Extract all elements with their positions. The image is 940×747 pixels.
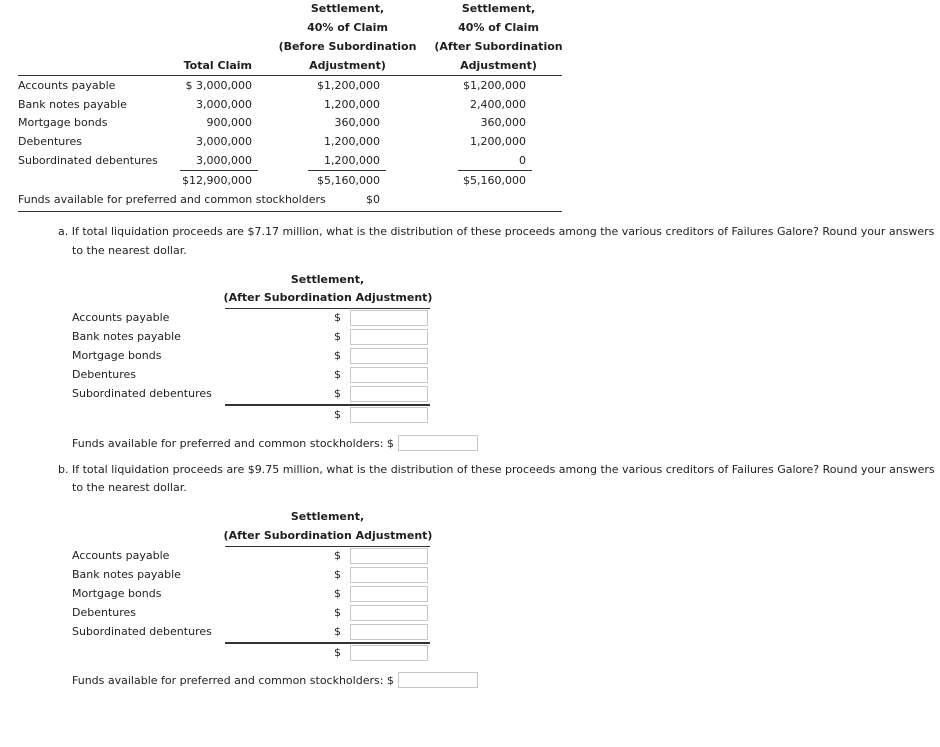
row-label: Accounts payable bbox=[18, 79, 116, 92]
row-total: 3,000,000 bbox=[196, 98, 252, 111]
row-before: 360,000 bbox=[334, 116, 380, 129]
row-total: 3,000,000 bbox=[196, 135, 252, 148]
row-label: Bank notes payable bbox=[18, 98, 127, 111]
row-label: Debentures bbox=[18, 135, 83, 148]
part-a-debentures-input[interactable] bbox=[350, 367, 428, 383]
part-b-row-label: Bank notes payable bbox=[72, 568, 181, 581]
total-rule bbox=[180, 170, 258, 171]
row-after: 2,400,000 bbox=[470, 98, 526, 111]
row-after: $1,200,000 bbox=[463, 79, 526, 92]
question-a-line1: a. If total liquidation proceeds are $7.17 million, what is the distribution of these proceeds among the various creditors of Failures Galore? Round your answers bbox=[58, 225, 935, 238]
part-a-row-label: Mortgage bonds bbox=[72, 349, 162, 362]
part-b-mortgage-bonds-input[interactable] bbox=[350, 586, 428, 602]
header-rule bbox=[18, 75, 562, 76]
part-b-row-label: Accounts payable bbox=[72, 549, 170, 562]
row-before: 1,200,000 bbox=[324, 98, 380, 111]
row-after: 0 bbox=[519, 154, 526, 167]
funds-label: Funds available for preferred and common stockholders bbox=[18, 193, 326, 206]
row-label: Subordinated debentures bbox=[18, 154, 158, 167]
total-before-sum: $5,160,000 bbox=[317, 174, 380, 187]
part-b-header-line2: (After Subordination Adjustment) bbox=[223, 529, 433, 542]
part-a-mortgage-bonds-input[interactable] bbox=[350, 348, 428, 364]
currency-symbol: $ bbox=[334, 646, 341, 659]
part-b-header-line1: Settlement, bbox=[290, 510, 365, 523]
part-a-header-rule bbox=[225, 308, 430, 309]
currency-symbol: $ bbox=[334, 587, 341, 600]
part-b-row-label: Debentures bbox=[72, 606, 137, 619]
header-before-line2: 40% of Claim bbox=[307, 21, 388, 34]
part-a-row-label: Debentures bbox=[72, 368, 137, 381]
part-a-row-label: Subordinated debentures bbox=[72, 387, 212, 400]
part-b-debentures-input[interactable] bbox=[350, 605, 428, 621]
currency-symbol: $ bbox=[334, 606, 341, 619]
currency-symbol: $ bbox=[334, 549, 341, 562]
currency-symbol: $ bbox=[334, 408, 341, 421]
part-a-funds-input[interactable] bbox=[398, 435, 478, 451]
row-after: 360,000 bbox=[480, 116, 526, 129]
part-b-header-rule bbox=[225, 546, 430, 547]
currency-symbol: $ bbox=[334, 387, 341, 400]
currency-symbol: $ bbox=[334, 330, 341, 343]
total-rule bbox=[458, 170, 532, 171]
part-b-bank-notes-input[interactable] bbox=[350, 567, 428, 583]
currency-symbol: $ bbox=[334, 368, 341, 381]
part-b-funds-label: Funds available for preferred and common stockholders: $ bbox=[72, 674, 394, 687]
currency-symbol: $ bbox=[334, 568, 341, 581]
header-total-claim: Total Claim bbox=[183, 59, 252, 72]
total-rule bbox=[308, 170, 386, 171]
funds-value: $0 bbox=[366, 193, 380, 206]
row-before: $1,200,000 bbox=[317, 79, 380, 92]
part-a-total-input[interactable] bbox=[350, 407, 428, 423]
part-a-header-line1: Settlement, bbox=[290, 273, 365, 286]
question-b-line2: to the nearest dollar. bbox=[72, 481, 187, 494]
row-total: 3,000,000 bbox=[196, 154, 252, 167]
question-a-line2: to the nearest dollar. bbox=[72, 244, 187, 257]
part-a-header-line2: (After Subordination Adjustment) bbox=[223, 291, 433, 304]
row-before: 1,200,000 bbox=[324, 154, 380, 167]
table-bottom-rule bbox=[18, 211, 562, 212]
header-after-line3: (After Subordination bbox=[434, 40, 563, 53]
part-b-subordinated-input[interactable] bbox=[350, 624, 428, 640]
part-a-funds-label: Funds available for preferred and common stockholders: $ bbox=[72, 437, 394, 450]
row-total: $ 3,000,000 bbox=[185, 79, 252, 92]
total-after-sum: $5,160,000 bbox=[463, 174, 526, 187]
part-b-row-label: Subordinated debentures bbox=[72, 625, 212, 638]
header-after-line2: 40% of Claim bbox=[458, 21, 539, 34]
part-a-bank-notes-input[interactable] bbox=[350, 329, 428, 345]
row-total: 900,000 bbox=[206, 116, 252, 129]
part-a-row-label: Bank notes payable bbox=[72, 330, 181, 343]
part-a-total-rule bbox=[225, 404, 430, 406]
part-b-accounts-payable-input[interactable] bbox=[350, 548, 428, 564]
part-b-funds-input[interactable] bbox=[398, 672, 478, 688]
question-b-line1: b. If total liquidation proceeds are $9.75 million, what is the distribution of these proceeds among the various creditors of Failures Galore? Round your answers bbox=[58, 463, 935, 476]
row-after: 1,200,000 bbox=[470, 135, 526, 148]
header-before-line1: Settlement, bbox=[310, 2, 385, 15]
part-b-total-rule bbox=[225, 642, 430, 644]
currency-symbol: $ bbox=[334, 625, 341, 638]
row-before: 1,200,000 bbox=[324, 135, 380, 148]
part-a-subordinated-input[interactable] bbox=[350, 386, 428, 402]
header-before-line4: Adjustment) bbox=[309, 59, 386, 72]
part-a-accounts-payable-input[interactable] bbox=[350, 310, 428, 326]
total-claim-sum: $12,900,000 bbox=[182, 174, 252, 187]
row-label: Mortgage bonds bbox=[18, 116, 108, 129]
part-a-row-label: Accounts payable bbox=[72, 311, 170, 324]
part-b-total-input[interactable] bbox=[350, 645, 428, 661]
header-before-line3: (Before Subordination bbox=[278, 40, 417, 53]
header-after-line1: Settlement, bbox=[461, 2, 536, 15]
header-after-line4: Adjustment) bbox=[460, 59, 537, 72]
currency-symbol: $ bbox=[334, 311, 341, 324]
part-b-row-label: Mortgage bonds bbox=[72, 587, 162, 600]
currency-symbol: $ bbox=[334, 349, 341, 362]
